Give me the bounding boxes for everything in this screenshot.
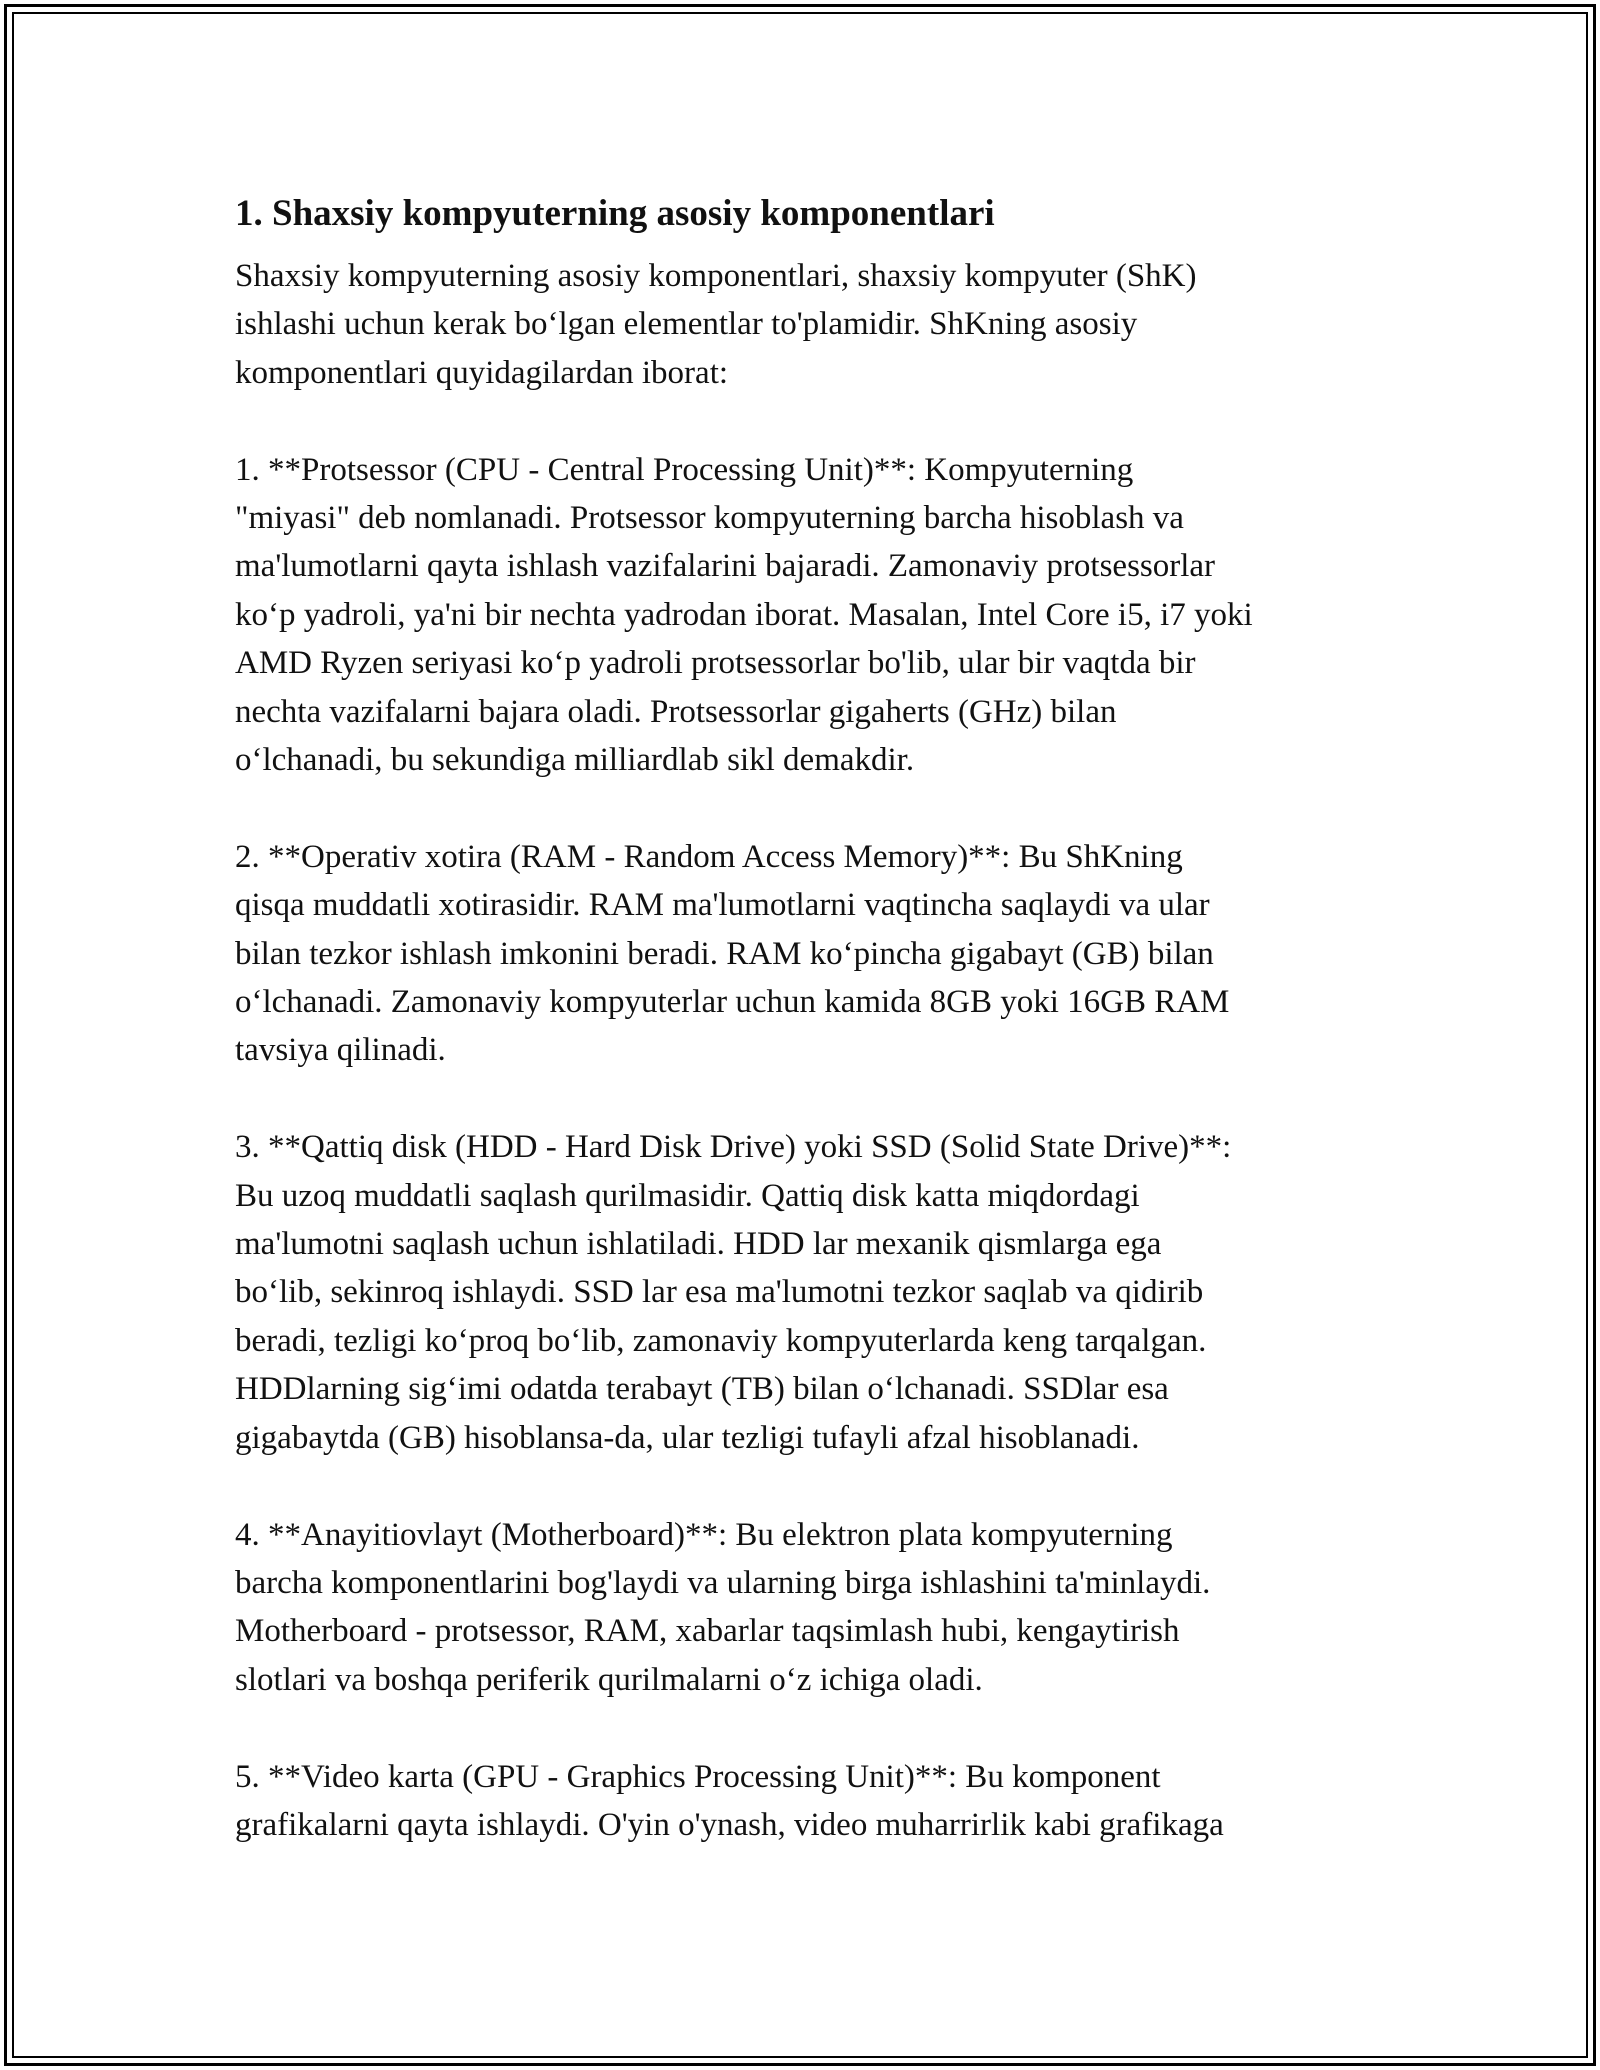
text-line: ma'lumotni saqlash uchun ishlatiladi. HDD lar mexanik qismlarga ega bbox=[235, 1226, 1162, 1263]
text-line: HDDlarning sig‘imi odatda terabayt (TB) bilan o‘lchanadi. SSDlar esa bbox=[235, 1371, 1169, 1408]
text-line: AMD Ryzen seriyasi ko‘p yadroli protsessorlar bo'lib, ular bir vaqtda bir bbox=[235, 645, 1196, 682]
paragraph-gap bbox=[235, 784, 1375, 832]
text-line: nechta vazifalarni bajara oladi. Protsessorlar gigaherts (GHz) bilan bbox=[235, 693, 1117, 730]
text-line: ko‘p yadroli, ya'ni bir nechta yadrodan iborat. Masalan, Intel Core i5, i7 yoki bbox=[235, 596, 1253, 633]
paragraph-gap bbox=[235, 397, 1375, 445]
text-line: gigabaytda (GB) hisoblansa-da, ular tezligi tufayli afzal hisoblanadi. bbox=[235, 1419, 1140, 1456]
text-line: tavsiya qilinadi. bbox=[235, 1032, 446, 1069]
paragraph-gap bbox=[235, 1462, 1375, 1510]
list-item-ram bbox=[235, 833, 1375, 1123]
text-line: ishlashi uchun kerak bo‘lgan elementlar to'plamidir. ShKning asosiy bbox=[235, 306, 1138, 343]
text-line: o‘lchanadi, bu sekundiga milliardlab sikl demakdir. bbox=[235, 742, 915, 779]
text-line: komponentlari quyidagilardan iborat: bbox=[235, 354, 729, 391]
text-line: grafikalarni qayta ishlaydi. O'yin o'ynash, video muharrirlik kabi grafikaga bbox=[235, 1806, 1224, 1843]
text-line: slotlari va boshqa periferik qurilmalarni o‘z ichiga oladi. bbox=[235, 1661, 983, 1698]
text-line: 2. **Operativ xotira (RAM - Random Access Memory)**: Bu ShKning bbox=[235, 838, 1183, 875]
paragraph-gap bbox=[235, 1704, 1375, 1752]
text-line: ma'lumotlarni qayta ishlash vazifalarini bajaradi. Zamonaviy protsessorlar bbox=[235, 548, 1216, 585]
text-line: barcha komponentlarini bog'laydi va ularning birga ishlashini ta'minlaydi. bbox=[235, 1564, 1211, 1601]
text-line: "miyasi" deb nomlanadi. Protsessor kompyuterning barcha hisoblash va bbox=[235, 500, 1184, 537]
text-line: 4. **Anayitiovlayt (Motherboard)**: Bu elektron plata kompyuterning bbox=[235, 1516, 1173, 1553]
list-item-cpu bbox=[235, 446, 1375, 833]
text-line: o‘lchanadi. Zamonaviy kompyuterlar uchun kamida 8GB yoki 16GB RAM bbox=[235, 984, 1230, 1021]
text-line: bo‘lib, sekinroq ishlaydi. SSD lar esa ma'lumotni tezkor saqlab va qidirib bbox=[235, 1274, 1204, 1311]
text-line: bilan tezkor ishlash imkonini beradi. RAM ko‘pincha gigabayt (GB) bilan bbox=[235, 935, 1214, 972]
text-line: beradi, tezligi ko‘proq bo‘lib, zamonaviy kompyuterlarda keng tarqalgan. bbox=[235, 1322, 1207, 1359]
text-line: 5. **Video karta (GPU - Graphics Processing Unit)**: Bu komponent bbox=[235, 1758, 1161, 1795]
list-item-motherboard bbox=[235, 1511, 1375, 1753]
list-item-storage bbox=[235, 1123, 1375, 1510]
text-line: Shaxsiy kompyuterning asosiy komponentlari, shaxsiy kompyuter (ShK) bbox=[235, 258, 1197, 294]
document-page bbox=[235, 186, 1375, 1849]
intro-paragraph bbox=[235, 252, 1375, 446]
list-item-gpu bbox=[235, 1753, 1375, 1850]
paragraph-gap bbox=[235, 1075, 1375, 1123]
text-line: 3. **Qattiq disk (HDD - Hard Disk Drive) yoki SSD (Solid State Drive)**: bbox=[235, 1129, 1232, 1166]
text-line: qisqa muddatli xotirasidir. RAM ma'lumotlarni vaqtincha saqlaydi va ular bbox=[235, 887, 1210, 924]
text-line: Motherboard - protsessor, RAM, xabarlar taqsimlash hubi, kengaytirish bbox=[235, 1613, 1180, 1650]
text-line: Bu uzoq muddatli saqlash qurilmasidir. Qattiq disk katta miqdordagi bbox=[235, 1177, 1140, 1214]
text-line: 1. **Protsessor (CPU - Central Processing Unit)**: Kompyuterning bbox=[235, 451, 1134, 488]
document-heading: 1. Shaxsiy kompyuterning asosiy komponentlari bbox=[235, 193, 995, 234]
